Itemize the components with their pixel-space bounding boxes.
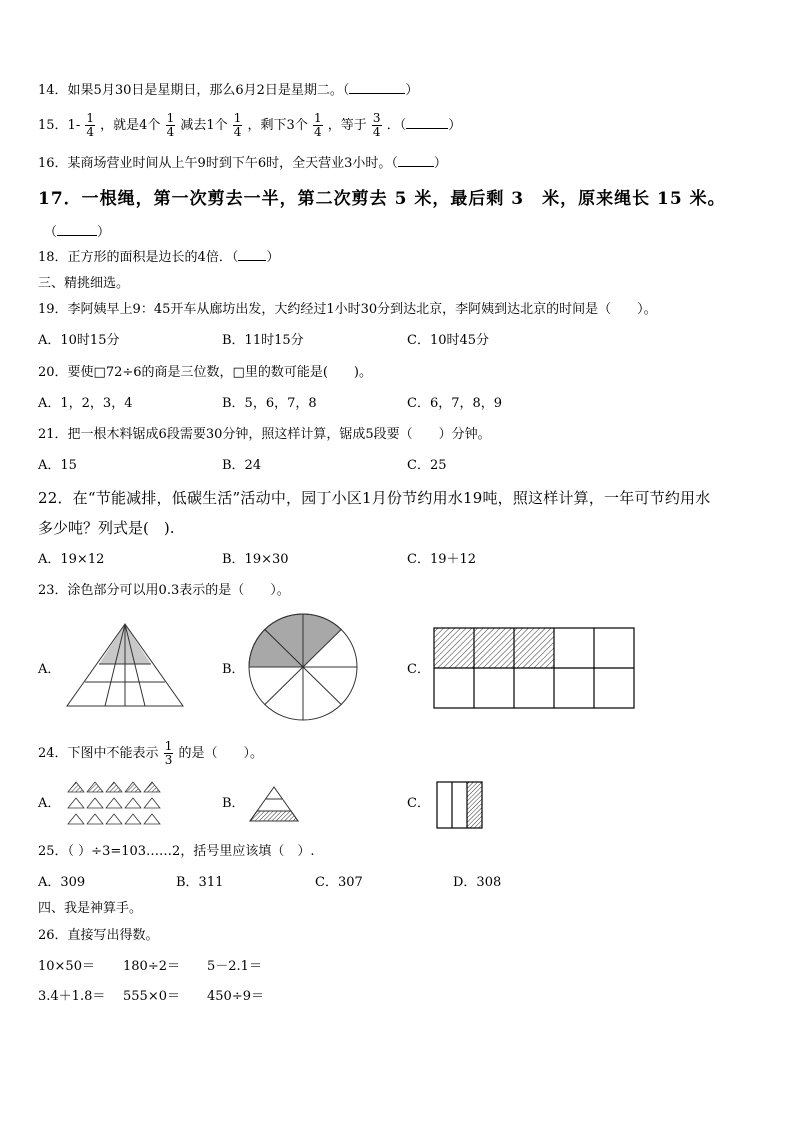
calc-item: 180÷2＝ — [123, 959, 180, 974]
layered-triangle-figure[interactable] — [248, 785, 300, 823]
question-26: 26．直接写出得数。 — [38, 928, 159, 943]
option-c[interactable]: C．19＋12 — [407, 552, 477, 567]
answer-blank[interactable] — [406, 128, 448, 129]
fraction: $\frac{1}{4}$ — [233, 111, 242, 139]
option-d[interactable]: D．308 — [453, 875, 502, 890]
question-25: 25．（ ）÷3=103……2，括号里应该填（ ）. — [38, 844, 315, 859]
fraction: $\frac{1}{4}$ — [313, 111, 322, 139]
question-22-line-1: 22．在“节能减排，低碳生活”活动中，园丁小区1月份节约用水19吨，照这样计算，一年可节约用水 — [38, 489, 711, 507]
option-b[interactable]: B．5，6，7，8 — [222, 396, 317, 411]
option-b-label[interactable]: B． — [222, 662, 245, 677]
option-b[interactable]: B．311 — [176, 875, 224, 890]
option-a[interactable]: A．19×12 — [38, 552, 105, 567]
option-b-label[interactable]: B． — [222, 796, 245, 811]
calc-item: 10×50＝ — [38, 959, 95, 974]
option-a-label[interactable]: A． — [38, 796, 61, 811]
option-c-label[interactable]: C． — [407, 662, 430, 677]
question-17-answer: （ ） — [44, 225, 111, 240]
answer-blank[interactable] — [349, 93, 405, 94]
option-a[interactable]: A．15 — [38, 458, 77, 473]
option-b[interactable]: B．11时15分 — [222, 333, 304, 348]
triangle-figure[interactable] — [65, 622, 185, 708]
question-15: 15．1- $\frac{1}{4}$ ，就是4个 $\frac{1}{4}$ 减去1个 $\frac{1}{4}$ ，剩下3个 $\frac{1}{4}$ ，等于 $\frac{3}{4}$ ．（ ） — [38, 111, 462, 139]
answer-blank[interactable] — [398, 166, 434, 167]
option-a[interactable]: A．309 — [38, 875, 86, 890]
question-19: 19．李阿姨早上9：45开车从廊坊出发，大约经过1小时30分到达北京，李阿姨到达北京的时间是（ ）。 — [38, 302, 657, 317]
answer-blank[interactable] — [238, 260, 266, 261]
option-b[interactable]: B．24 — [222, 458, 262, 473]
question-21: 21．把一根木料锯成6段需要30分钟，照这样计算，锯成5段要（ ）分钟。 — [38, 427, 491, 442]
rectangle-thirds-figure[interactable] — [436, 781, 484, 829]
question-14: 14．如果5月30日是星期日，那么6月2日是星期二。（ ） — [38, 83, 419, 98]
circle-figure[interactable] — [246, 612, 360, 722]
option-c[interactable]: C．6，7，8，9 — [407, 396, 503, 411]
calc-item: 555×0＝ — [123, 989, 180, 1004]
question-22-line-2: 多少吨？列式是( ). — [38, 519, 175, 537]
section-heading-4: 四、我是神算手。 — [38, 901, 143, 916]
option-a[interactable]: A．1，2，3，4 — [38, 396, 133, 411]
option-c[interactable]: C．25 — [407, 458, 447, 473]
fraction: $\frac{3}{4}$ — [372, 111, 381, 139]
question-24: 24．下图中不能表示 $\frac{1}{3}$ 的是（ ）。 — [38, 739, 263, 767]
calc-item: 5－2.1＝ — [207, 959, 262, 974]
answer-blank[interactable] — [57, 235, 97, 236]
question-16: 16．某商场营业时间从上午9时到下午6时，全天营业3小时。（ ） — [38, 156, 447, 171]
calc-item: 3.4＋1.8＝ — [38, 989, 106, 1004]
option-c[interactable]: C．307 — [315, 875, 363, 890]
option-b[interactable]: B．19×30 — [222, 552, 289, 567]
option-c-label[interactable]: C． — [407, 796, 430, 811]
fraction: $\frac{1}{4}$ — [166, 111, 175, 139]
question-18: 18．正方形的面积是边长的4倍．（ ） — [38, 250, 280, 265]
option-a[interactable]: A．10时15分 — [38, 333, 120, 348]
option-c[interactable]: C．10时45分 — [407, 333, 490, 348]
question-20: 20．要使□72÷6的商是三位数，□里的数可能是( )。 — [38, 365, 372, 380]
question-17: 17．一根绳，第一次剪去一半，第二次剪去 5 米，最后剩 3 米，原来绳长 15 米。 — [38, 189, 726, 209]
option-a-label[interactable]: A． — [38, 662, 61, 677]
section-heading-3: 三、精挑细选。 — [38, 276, 130, 291]
fraction: $\frac{1}{3}$ — [164, 739, 173, 767]
question-23: 23．涂色部分可以用0.3表示的是（ ）。 — [38, 583, 290, 598]
grid-figure[interactable] — [433, 627, 635, 709]
calc-item: 450÷9＝ — [207, 989, 264, 1004]
fraction: $\frac{1}{4}$ — [86, 111, 94, 139]
triangles-figure[interactable] — [66, 780, 162, 830]
